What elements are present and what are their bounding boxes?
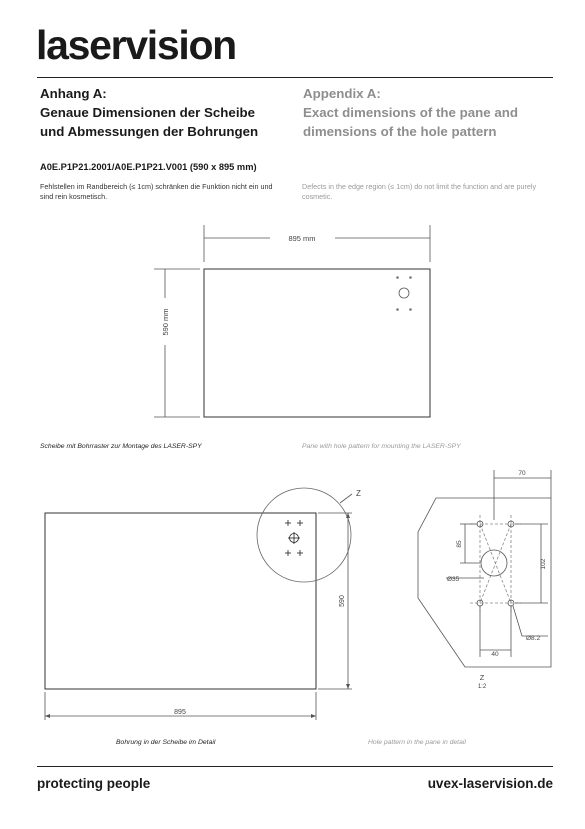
dim-82-label: Ø8.2 [526, 635, 541, 642]
dim-35-label: Ø35 [447, 576, 460, 583]
height-label: 590 mm [161, 308, 170, 336]
title-english-line3: dimensions of the hole pattern [303, 124, 497, 139]
dim-40-label: 40 [491, 651, 499, 658]
detail-center-hole [481, 550, 507, 576]
pane2-holes [285, 520, 303, 556]
title-german-line2: Genaue Dimensionen der Scheibe [40, 105, 256, 120]
detail-marker-label: Z [356, 489, 361, 498]
footer-divider [37, 766, 553, 767]
pane2-arrowheads [45, 513, 350, 718]
view-label: Z [479, 673, 485, 682]
pane2-width-label: 895 [174, 709, 186, 716]
hole-top-left [396, 276, 399, 279]
dim-85-label: 85 [456, 540, 463, 548]
center-hole [399, 288, 409, 298]
dim-70-label: 70 [518, 470, 526, 477]
pane2-height-label: 590 [339, 595, 346, 607]
detail-leader [340, 494, 352, 503]
hole-bottom-left [396, 308, 399, 311]
caption-drawing2-german: Bohrung in der Scheibe im Detail [116, 739, 216, 746]
title-german-line3: und Abmessungen der Bohrungen [40, 124, 259, 139]
dim82-leader [513, 606, 522, 636]
width-label: 895 mm [288, 234, 316, 243]
note-german: Fehlstellen im Randbereich (≤ 1cm) schränken die Funktion nicht ein und sind rein kosmetisch. [40, 182, 273, 201]
caption-detail-english: Hole pattern in the pane in detail [368, 739, 466, 746]
detail-circle [257, 488, 351, 582]
product-spec: A0E.P1P21.2001/A0E.P1P21.V001 (590 x 895 mm) [40, 162, 257, 172]
title-english-line1: Appendix A: [303, 86, 381, 101]
brand-logo: laservision [36, 22, 236, 68]
detail-centerlines [470, 515, 521, 612]
note-english: Defects in the edge region (≤ 1cm) do not limit the function and are purely cosmetic. [302, 182, 537, 201]
title-german-line1: Anhang A: [40, 86, 107, 101]
hole-top-right [409, 276, 412, 279]
pane2-outline [45, 513, 316, 689]
caption-drawing1-german: Scheibe mit Bohrraster zur Montage des LASER-SPY [40, 443, 202, 450]
mounting-holes [396, 276, 412, 311]
title-english-line2: Exact dimensions of the pane and [303, 105, 519, 120]
drawing-pane-detail [45, 488, 352, 720]
scale-label: 1:2 [477, 684, 487, 690]
caption-drawing1-english: Pane with hole pattern for mounting the LASER-SPY [302, 443, 461, 450]
footer-website-link[interactable]: uvex-laservision.de [427, 776, 553, 791]
footer-tagline: protecting people [37, 776, 151, 791]
dim-102-label: 102 [540, 558, 547, 570]
drawing-pane-overview [154, 225, 430, 417]
pane-outline [204, 269, 430, 417]
hole-bottom-right [409, 308, 412, 311]
